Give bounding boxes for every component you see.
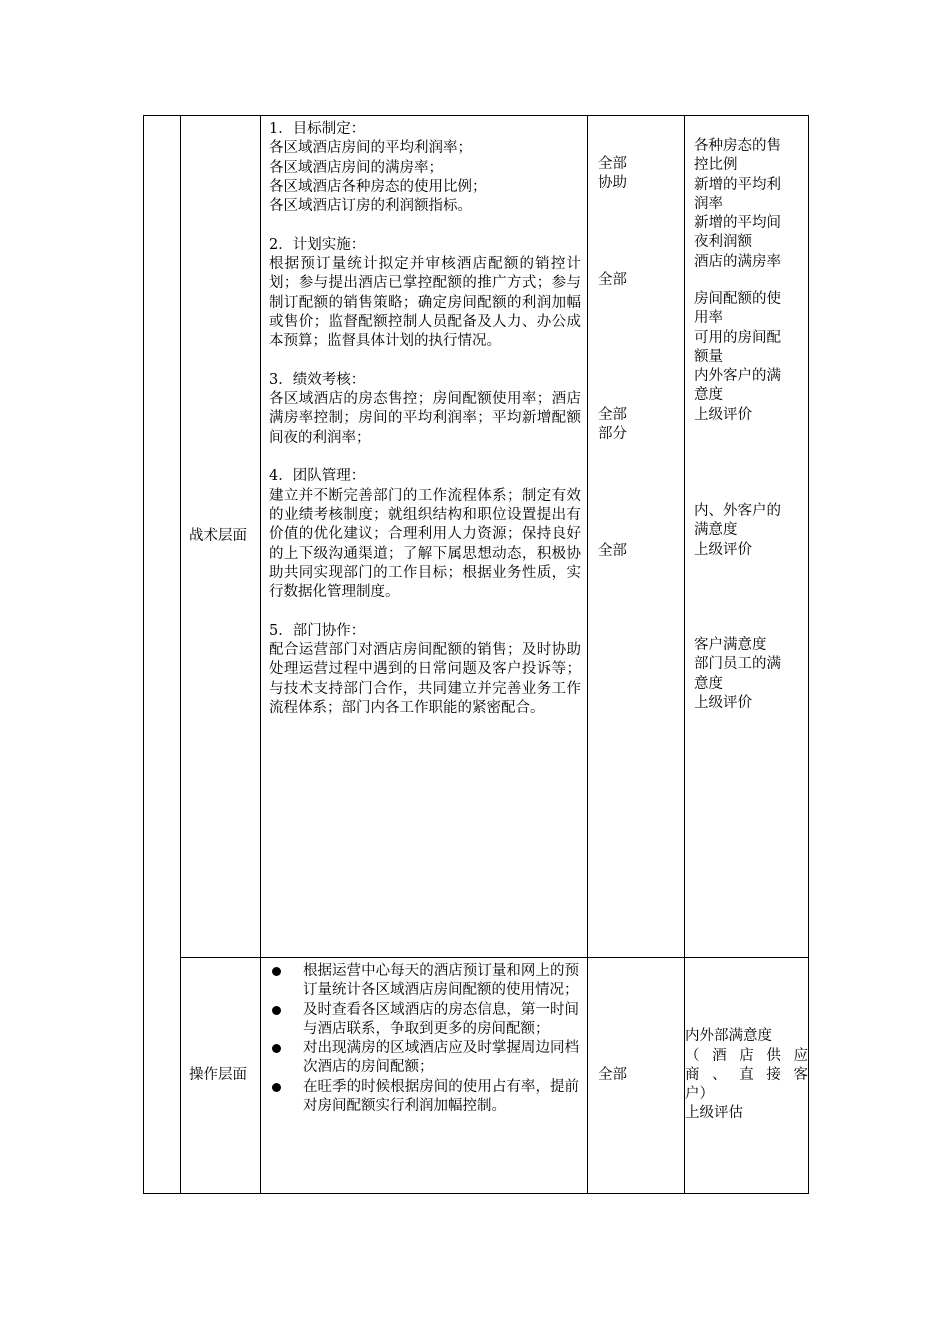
section-heading: 3．绩效考核： bbox=[269, 371, 366, 388]
kpi-line: 各种房态的售 bbox=[694, 138, 781, 154]
kpi-group bbox=[694, 502, 802, 560]
section-heading: 5．部门协作： bbox=[269, 622, 366, 639]
kpi-line: 内、外客户的 bbox=[694, 503, 781, 519]
assist-level: 全部 bbox=[598, 407, 627, 423]
tactical-row bbox=[144, 116, 809, 958]
list-item-text: 在旺季的时候根据房间的使用占有率，提前对房间配额实行利润加幅控制。 bbox=[303, 1078, 579, 1115]
section-line: 各区域酒店订房的利润额指标。 bbox=[269, 198, 472, 215]
kpi-line: 内外部满意度 bbox=[685, 1028, 772, 1045]
kpi-line: （酒店供应 bbox=[685, 1047, 808, 1064]
bullet-icon bbox=[272, 967, 281, 976]
assist-item bbox=[598, 542, 627, 561]
operational-assist-cell bbox=[588, 958, 685, 1194]
operational-list bbox=[261, 958, 587, 1116]
kpi-line: 夜利润额 bbox=[694, 234, 752, 251]
section-heading: 2．计划实施： bbox=[269, 236, 366, 253]
kpi-line: 润率 bbox=[694, 195, 723, 212]
list-item bbox=[269, 1039, 579, 1078]
tactical-content bbox=[261, 116, 587, 718]
kpi-line: 可用的房间配 bbox=[694, 329, 781, 346]
kpi-line: 新增的平均利 bbox=[694, 176, 781, 193]
list-item bbox=[269, 962, 579, 1001]
kpi-line: 房间配额的使 bbox=[694, 291, 781, 307]
operational-row bbox=[144, 958, 809, 1194]
tactical-label: 战术层面 bbox=[189, 527, 247, 544]
section-team-management bbox=[269, 467, 581, 602]
kpi-line: 内外客户的满 bbox=[694, 368, 781, 385]
assist-level: 全部 bbox=[598, 1066, 627, 1083]
section-text: 建立并不断完善部门的工作流程体系；制定有效的业绩考核制度；就组织结构和职位设置提出有价值的优化建议；合理利用人力资源；保持良好的上下级沟通渠道；了解下属思想动态，积极协助共同实现部门的工作目标；根据业务性质，实行数据化管理制度。 bbox=[269, 487, 581, 601]
list-item bbox=[269, 1001, 579, 1040]
section-performance bbox=[269, 371, 581, 448]
operational-label: 操作层面 bbox=[189, 1066, 247, 1083]
list-item-text: 及时查看各区域酒店的房态信息，第一时间与酒店联系，争取到更多的房间配额； bbox=[303, 1001, 579, 1037]
assist-item bbox=[598, 406, 627, 445]
bullet-icon bbox=[272, 1083, 281, 1092]
kpi-line: 商、直接客 bbox=[685, 1066, 808, 1083]
section-collaboration bbox=[269, 622, 581, 718]
assist-level: 全部 bbox=[598, 272, 627, 288]
kpi-line: 酒店的满房率 bbox=[694, 253, 781, 270]
section-text: 根据预订量统计拟定并审核酒店配额的销控计划；参与提出酒店已掌控配额的推广方式；参与制订配额的销售策略；确定房间配额的利润加幅或售价；监督配额控制人员配备及人力、办公成本预算；监督具体计划的执行情况。 bbox=[269, 256, 581, 350]
outer-left-column bbox=[144, 116, 181, 1194]
list-item-text: 对出现满房的区域酒店应及时掌握周边同档次酒店的房间配额； bbox=[303, 1040, 579, 1076]
section-goal-setting bbox=[269, 120, 581, 216]
section-line: 各区域酒店房间的满房率； bbox=[269, 159, 443, 176]
assist-type: 部分 bbox=[598, 426, 627, 443]
list-item bbox=[269, 1078, 579, 1117]
kpi-group bbox=[694, 290, 802, 425]
kpi-line: 控比例 bbox=[694, 157, 738, 174]
kpi-line: 上级评估 bbox=[685, 1105, 743, 1122]
section-heading: 4．团队管理： bbox=[269, 468, 366, 485]
kpi-line: 上级评价 bbox=[694, 694, 752, 711]
kpi-line: 部门员工的满 bbox=[694, 656, 781, 673]
assist-item bbox=[598, 271, 627, 290]
kpi-line: 户） bbox=[685, 1086, 714, 1103]
section-plan-execution bbox=[269, 236, 581, 352]
operational-label-cell bbox=[181, 958, 261, 1194]
assist-item bbox=[598, 155, 627, 194]
assist-type: 协助 bbox=[598, 175, 627, 192]
tactical-assist-cell bbox=[588, 116, 685, 958]
kpi-group bbox=[694, 636, 802, 713]
kpi-line: 意度 bbox=[694, 675, 723, 692]
kpi-line: 意度 bbox=[694, 387, 723, 404]
assist-level: 全部 bbox=[598, 543, 627, 559]
assist-level: 全部 bbox=[598, 156, 627, 172]
section-heading: 1．目标制定： bbox=[269, 121, 366, 137]
kpi-line: 上级评价 bbox=[694, 541, 752, 558]
section-text: 配合运营部门对酒店房间配额的销售；及时协助处理运营过程中遇到的日常问题及客户投诉等；与技术支持部门合作，共同建立并完善业务工作流程体系；部门内各工作职能的紧密配合。 bbox=[269, 642, 581, 716]
section-line: 各区域酒店房间的平均利润率； bbox=[269, 140, 472, 157]
kpi-line: 满意度 bbox=[694, 522, 738, 539]
section-text: 各区域酒店的房态售控；房间配额使用率；酒店满房率控制；房间的平均利润率；平均新增配额间夜的利润率； bbox=[269, 391, 581, 446]
tactical-kpi-cell bbox=[685, 116, 809, 958]
list-item-text: 根据运营中心每天的酒店预订量和网上的预订量统计各区域酒店房间配额的使用情况； bbox=[303, 963, 579, 999]
kpi-line: 新增的平均间 bbox=[694, 215, 781, 232]
kpi-line: 用率 bbox=[694, 310, 723, 327]
kpi-line: 客户满意度 bbox=[694, 637, 767, 653]
kpi-line: 额量 bbox=[694, 348, 723, 365]
bullet-icon bbox=[272, 1044, 281, 1053]
bullet-icon bbox=[272, 1006, 281, 1015]
tactical-label-cell bbox=[181, 116, 261, 958]
kpi-line: 上级评价 bbox=[694, 406, 752, 423]
kpi-group bbox=[694, 137, 802, 272]
operational-content-cell bbox=[261, 958, 588, 1194]
operational-kpi-cell bbox=[685, 958, 809, 1194]
tactical-content-cell bbox=[261, 116, 588, 958]
responsibility-table bbox=[143, 115, 809, 1194]
section-line: 各区域酒店各种房态的使用比例； bbox=[269, 178, 487, 195]
